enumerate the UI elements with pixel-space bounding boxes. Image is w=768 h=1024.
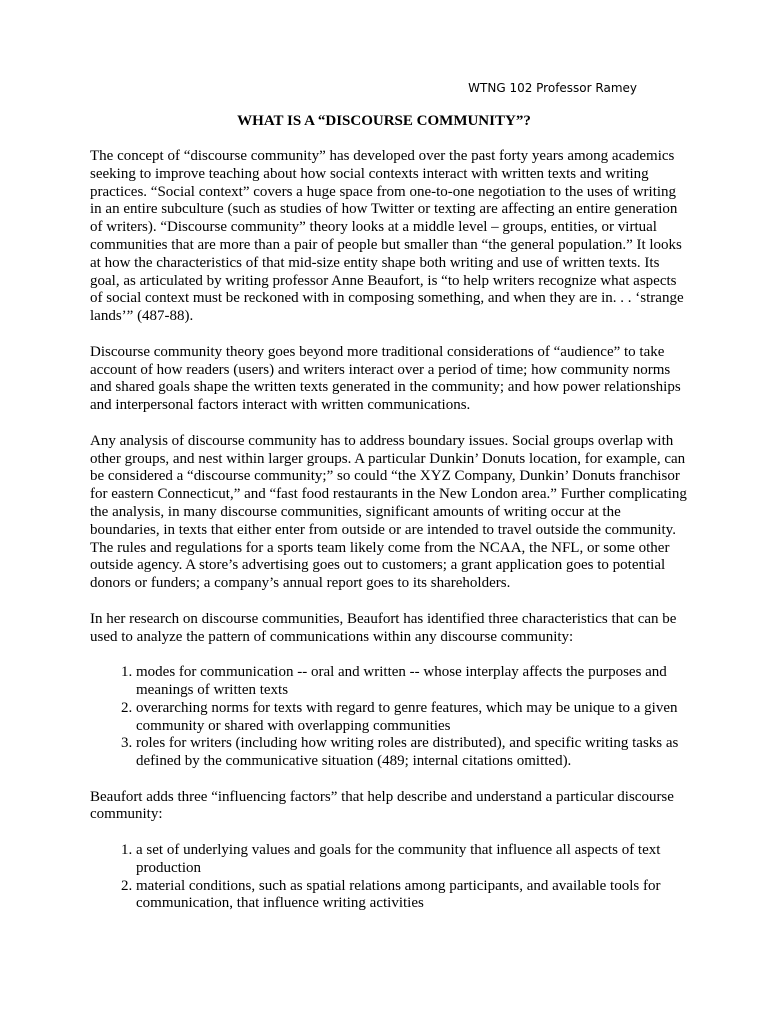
document-body: [90, 148, 690, 931]
factors-list: [90, 842, 690, 913]
list-item: 3. roles for writers (including how writing roles are distributed), and specific writing tasks as defined by the communicative situation (489; internal citations omitted).: [136, 735, 690, 771]
characteristics-list: [90, 664, 690, 771]
paragraph-boundaries: Any analysis of discourse community has to address boundary issues. Social groups overlap with other groups, and nest within larger groups. A particular Dunkin’ Donuts location, for example, can be considered a “discourse community;” so could “the XYZ Company, Dunkin’ Donuts franchisor for eastern Connecticut,” and “fast food restaurants in the New London area.” Further complicating the analysis, in many discourse communities, significant amounts of writing occur at the boundaries, in texts that either enter from outside or are intended to travel outside the community. The rules and regulations for a sports team likely come from the NCAA, the NFL, or some other outside agency. A store’s advertising goes out to customers; a grant application goes to potential donors or funders; a company’s annual report goes to its shareholders.: [90, 432, 687, 592]
paragraph-intro: The concept of “discourse community” has developed over the past forty years among academics seeking to improve teaching about how social contexts interact with written texts and writing practices. “Social context” covers a huge space from one-to-one negotiation to the uses of writing in an entire subculture (such as studies of how Twitter or texting are affecting an entire generation of writers). “Discourse community” theory looks at a middle level – groups, entities, or virtual communities that are more than a pair of people but smaller than “the general population.” It looks at how the characteristics of that mid-size entity shape both writing and use of written texts. Its goal, as articulated by writing professor Anne Beaufort, is “to help writers recognize what aspects of social context must be reckoned with in composing something, and when they are in. . . ‘strange lands’” (487-88).: [90, 148, 684, 325]
paragraph-factors-intro: Beaufort adds three “influencing factors” that help describe and understand a particular discourse community:: [90, 788, 674, 823]
list-item: 2. overarching norms for texts with regard to genre features, which may be unique to a given community or shared with overlapping communities: [136, 700, 690, 736]
list-item: 2. material conditions, such as spatial relations among participants, and available tools for communication, that influence writing activities: [136, 878, 690, 914]
paragraph-characteristics-intro: In her research on discourse communities, Beaufort has identified three characteristics that can be used to analyze the pattern of communications within any discourse community:: [90, 610, 677, 645]
document-title: WHAT IS A “DISCOURSE COMMUNITY”?: [237, 113, 531, 129]
list-item: 1. modes for communication -- oral and written -- whose interplay affects the purposes and meanings of written texts: [136, 664, 690, 700]
list-item: 1. a set of underlying values and goals for the community that influence all aspects of text production: [136, 842, 690, 878]
course-header: WTNG 102 Professor Ramey: [468, 81, 637, 95]
paragraph-audience: Discourse community theory goes beyond more traditional considerations of “audience” to take account of how readers (users) and writers interact over a period of time; how community norms and shared goals shape the written texts generated in the community; and how power relationships and interpersonal factors interact with written communications.: [90, 343, 681, 414]
